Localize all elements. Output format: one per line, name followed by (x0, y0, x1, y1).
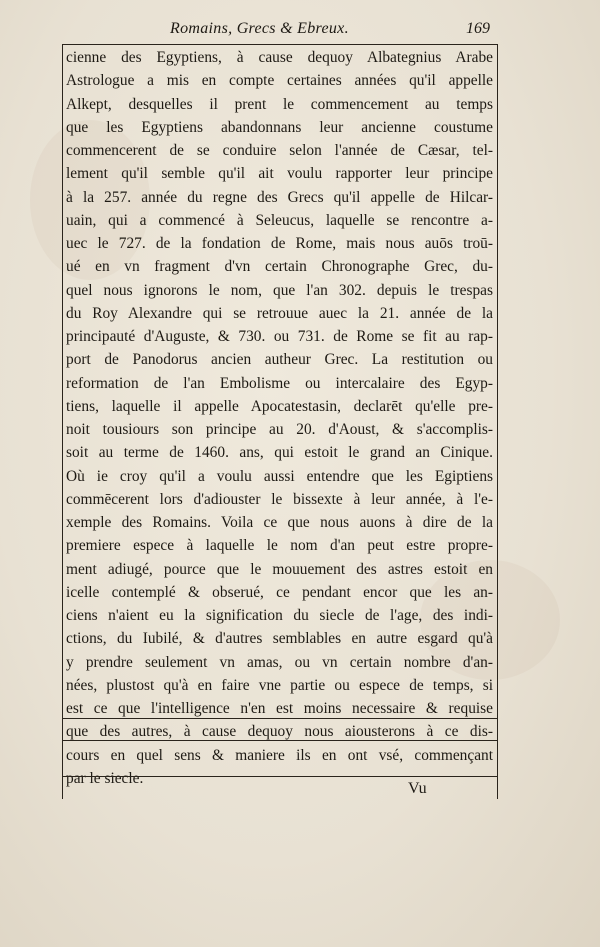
rule-1 (62, 718, 498, 719)
text-line: tiens, laquelle il appelle Apocatestasin, declarēt qu'elle pre- (66, 397, 493, 415)
top-rule (62, 44, 498, 45)
text-line: cienne des Egyptiens, à cause dequoy Albategnius Arabe (66, 49, 493, 66)
text-line: Astrologue a mis en compte certaines années qu'il appelle (66, 72, 493, 90)
text-line: du Roy Alexandre qui se retrouue auec la 21. année de la (66, 304, 493, 322)
text-line: port de Panodorus ancien autheur Grec. La restitution ou (66, 351, 493, 369)
right-border-rule (497, 44, 498, 799)
rule-3 (62, 776, 498, 777)
text-line: à la 257. année du regne des Grecs qu'il appelle de Hilcar- (66, 188, 493, 206)
left-border-rule (62, 44, 63, 799)
running-title: Romains, Grecs & Ebreux. (170, 20, 349, 37)
text-line: uain, qui a commencé à Seleucus, laquelle se rencontre a- (66, 211, 493, 229)
text-line: nées, plustost qu'à en faire vne partie ou espece de temps, si (66, 676, 493, 694)
text-line: noit tousiours son principe au 20. d'Aoust, & s'accomplis- (66, 421, 493, 438)
text-line: uec le 727. de la fondation de Rome, mais nous auōs troū- (66, 235, 493, 252)
text-line: ciens n'aient eu la signification du siecle de l'age, des indi- (66, 607, 493, 624)
text-line: commēcerent lors d'adiouster le bissexte à leur année, à l'e- (66, 490, 493, 508)
text-line: icelle contemplé & obserué, ce pendant encor que les an- (66, 583, 493, 601)
text-line: quel nous ignorons le nom, que l'an 302. depuis le trespas (66, 281, 493, 299)
text-line: premiere espece à laquelle le nom d'an peut estre propre- (66, 537, 493, 555)
text-line: xemple des Romains. Voila ce que nous auons à dire de la (66, 514, 493, 531)
text-line: Où ie croy qu'il a voulu aussi entendre que les Egiptiens (66, 467, 493, 485)
text-line: principauté d'Auguste, & 730. ou 731. de Rome se fit au rap- (66, 328, 493, 345)
text-line: que les Egyptiens abandonnans leur ancienne coustume (66, 118, 493, 136)
text-line: Alkept, desquelles il prent le commencement au temps (66, 95, 493, 113)
text-line: ment adiugé, pource que le mouuement des astres estoit en (66, 560, 493, 578)
text-line: est ce que l'intelligence n'en est moins necessaire & requise (66, 700, 493, 717)
text-line: y prendre seulement vn amas, ou vn certain nombre d'an- (66, 653, 493, 671)
catchword: Vu (408, 780, 427, 797)
rule-2 (62, 740, 498, 741)
text-line: ctions, du Iubilé, & d'autres semblables en autre esgard qu'à (66, 630, 493, 648)
body-text (66, 46, 493, 790)
text-line: que des autres, à cause dequoy nous aiousterons à ce dis- (66, 723, 493, 741)
page-number: 169 (466, 20, 490, 37)
text-line: ué en vn fragment d'vn certain Chronographe Grec, du- (66, 258, 493, 276)
text-line: par le siecle. (66, 769, 144, 787)
text-line: cours en quel sens & maniere ils en ont vsé, commençant (66, 746, 493, 764)
text-line: soit au terme de 1460. ans, qui estoit le grand an Cinique. (66, 444, 493, 462)
text-line: lement qu'il semble qu'il ait voulu rapporter leur principe (66, 165, 493, 183)
text-line: reformation de l'an Embolisme ou intercalaire des Egyp- (66, 374, 493, 392)
text-line: commencerent de se conduire selon l'année de Cæsar, tel- (66, 142, 493, 159)
